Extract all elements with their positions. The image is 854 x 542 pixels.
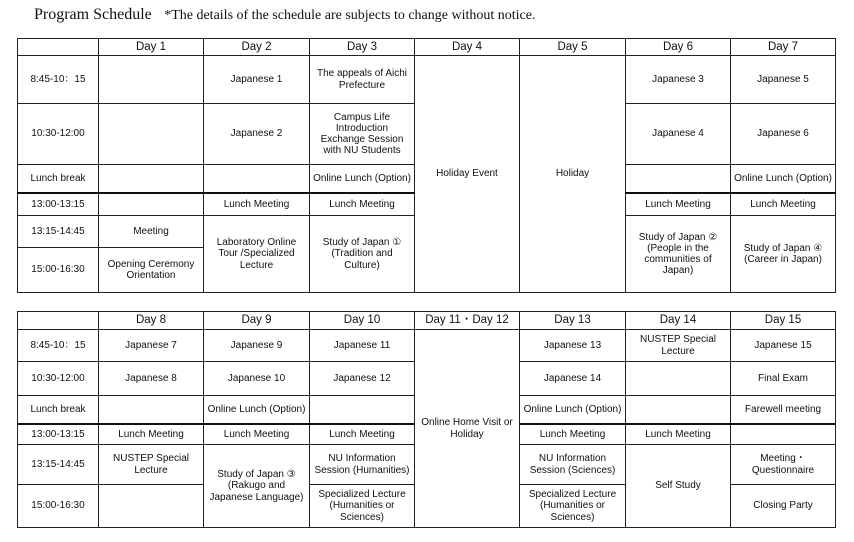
schedule-cell bbox=[626, 362, 731, 396]
day-label: Day 1 bbox=[99, 39, 204, 56]
schedule-cell: Japanese 8 bbox=[99, 362, 204, 396]
schedule-cell: Opening Ceremony Orientation bbox=[99, 248, 204, 293]
schedule-cell: Japanese 10 bbox=[204, 362, 310, 396]
corner-cell bbox=[18, 312, 99, 330]
schedule-cell: Japanese 2 bbox=[204, 104, 310, 165]
day-label: Day 9 bbox=[204, 312, 310, 330]
schedule-cell: Lunch Meeting bbox=[520, 424, 626, 445]
schedule-cell bbox=[626, 396, 731, 424]
page-title: Program Schedule bbox=[34, 6, 152, 23]
schedule-cell: Farewell meeting bbox=[731, 396, 836, 424]
schedule-cell: Laboratory Online Tour /Specialized Lecture bbox=[204, 216, 310, 293]
schedule-cell bbox=[99, 193, 204, 216]
schedule-cell: Lunch Meeting bbox=[626, 424, 731, 445]
home-visit-cell: Online Home Visit or Holiday bbox=[415, 330, 520, 528]
schedule-cell: Japanese 9 bbox=[204, 330, 310, 362]
day-label: Day 14 bbox=[626, 312, 731, 330]
time-slot: 13:15-14:45 bbox=[18, 445, 99, 485]
holiday-event-cell: Holiday Event bbox=[415, 56, 520, 293]
schedule-cell: Japanese 13 bbox=[520, 330, 626, 362]
schedule-cell: Specialized Lecture (Humanities or Sciences) bbox=[520, 485, 626, 528]
time-slot: Lunch break bbox=[18, 396, 99, 424]
day-label: Day 2 bbox=[204, 39, 310, 56]
schedule-cell bbox=[731, 424, 836, 445]
schedule-cell: Specialized Lecture (Humanities or Sciences) bbox=[310, 485, 415, 528]
schedule-cell: Lunch Meeting bbox=[626, 193, 731, 216]
schedule-row bbox=[18, 330, 836, 362]
schedule-cell bbox=[99, 485, 204, 528]
schedule-cell bbox=[204, 165, 310, 193]
schedule-row bbox=[18, 56, 836, 104]
time-slot: 13:00-13:15 bbox=[18, 424, 99, 445]
schedule-cell: Japanese 12 bbox=[310, 362, 415, 396]
day-label: Day 15 bbox=[731, 312, 836, 330]
day-header-row bbox=[18, 39, 836, 56]
schedule-cell: Japanese 4 bbox=[626, 104, 731, 165]
schedule-cell: Lunch Meeting bbox=[204, 193, 310, 216]
schedule-cell bbox=[99, 56, 204, 104]
holiday-cell: Holiday bbox=[520, 56, 626, 293]
schedule-cell: Japanese 1 bbox=[204, 56, 310, 104]
time-slot: 15:00-16:30 bbox=[18, 485, 99, 528]
schedule-cell: Study of Japan ④ (Career in Japan) bbox=[731, 216, 836, 293]
schedule-cell: Lunch Meeting bbox=[99, 424, 204, 445]
schedule-cell: Lunch Meeting bbox=[204, 424, 310, 445]
schedule-table-week2 bbox=[17, 311, 836, 528]
time-slot: 10:30-12:00 bbox=[18, 362, 99, 396]
schedule-cell: Meeting bbox=[99, 216, 204, 248]
corner-cell bbox=[18, 39, 99, 56]
schedule-cell: Online Lunch (Option) bbox=[310, 165, 415, 193]
schedule-cell bbox=[310, 396, 415, 424]
day-label: Day 7 bbox=[731, 39, 836, 56]
time-slot: 8:45-10：15 bbox=[18, 56, 99, 104]
schedule-cell: Japanese 5 bbox=[731, 56, 836, 104]
schedule-cell bbox=[99, 165, 204, 193]
schedule-cell: Lunch Meeting bbox=[731, 193, 836, 216]
schedule-cell: Study of Japan ③ (Rakugo and Japanese Language) bbox=[204, 445, 310, 528]
schedule-cell: Final Exam bbox=[731, 362, 836, 396]
day-label: Day 3 bbox=[310, 39, 415, 56]
schedule-cell bbox=[99, 104, 204, 165]
schedule-cell: NU Information Session (Humanities) bbox=[310, 445, 415, 485]
schedule-cell: NUSTEP Special Lecture bbox=[626, 330, 731, 362]
page-header bbox=[34, 6, 535, 24]
day-header-row bbox=[18, 312, 836, 330]
day-label: Day 11・Day 12 bbox=[415, 312, 520, 330]
schedule-cell: Online Lunch (Option) bbox=[731, 165, 836, 193]
time-slot: 13:00-13:15 bbox=[18, 193, 99, 216]
self-study-cell: Self Study bbox=[626, 445, 731, 528]
time-slot: 10:30-12:00 bbox=[18, 104, 99, 165]
time-slot: 13:15-14:45 bbox=[18, 216, 99, 248]
time-slot: Lunch break bbox=[18, 165, 99, 193]
schedule-cell: Closing Party bbox=[731, 485, 836, 528]
schedule-table-week1 bbox=[17, 38, 836, 293]
day-label: Day 13 bbox=[520, 312, 626, 330]
schedule-cell: Online Lunch (Option) bbox=[204, 396, 310, 424]
schedule-cell: Japanese 7 bbox=[99, 330, 204, 362]
schedule-cell: Lunch Meeting bbox=[310, 424, 415, 445]
schedule-cell bbox=[99, 396, 204, 424]
schedule-cell: Meeting・Questionnaire bbox=[731, 445, 836, 485]
day-label: Day 4 bbox=[415, 39, 520, 56]
day-label: Day 8 bbox=[99, 312, 204, 330]
schedule-cell bbox=[626, 165, 731, 193]
schedule-cell: Online Lunch (Option) bbox=[520, 396, 626, 424]
schedule-cell: The appeals of Aichi Prefecture bbox=[310, 56, 415, 104]
schedule-cell: Japanese 3 bbox=[626, 56, 731, 104]
schedule-note: *The details of the schedule are subjects to change without notice. bbox=[164, 8, 536, 23]
schedule-cell: Japanese 15 bbox=[731, 330, 836, 362]
schedule-cell: Lunch Meeting bbox=[310, 193, 415, 216]
day-label: Day 6 bbox=[626, 39, 731, 56]
day-label: Day 5 bbox=[520, 39, 626, 56]
schedule-cell: Study of Japan ① (Tradition and Culture) bbox=[310, 216, 415, 293]
schedule-cell: NU Information Session (Sciences) bbox=[520, 445, 626, 485]
time-slot: 8:45-10：15 bbox=[18, 330, 99, 362]
schedule-cell: NUSTEP Special Lecture bbox=[99, 445, 204, 485]
schedule-cell: Campus Life Introduction Exchange Session with NU Students bbox=[310, 104, 415, 165]
schedule-cell: Japanese 14 bbox=[520, 362, 626, 396]
day-label: Day 10 bbox=[310, 312, 415, 330]
schedule-cell: Study of Japan ② (People in the communities of Japan) bbox=[626, 216, 731, 293]
schedule-cell: Japanese 11 bbox=[310, 330, 415, 362]
time-slot: 15:00-16:30 bbox=[18, 248, 99, 293]
schedule-cell: Japanese 6 bbox=[731, 104, 836, 165]
